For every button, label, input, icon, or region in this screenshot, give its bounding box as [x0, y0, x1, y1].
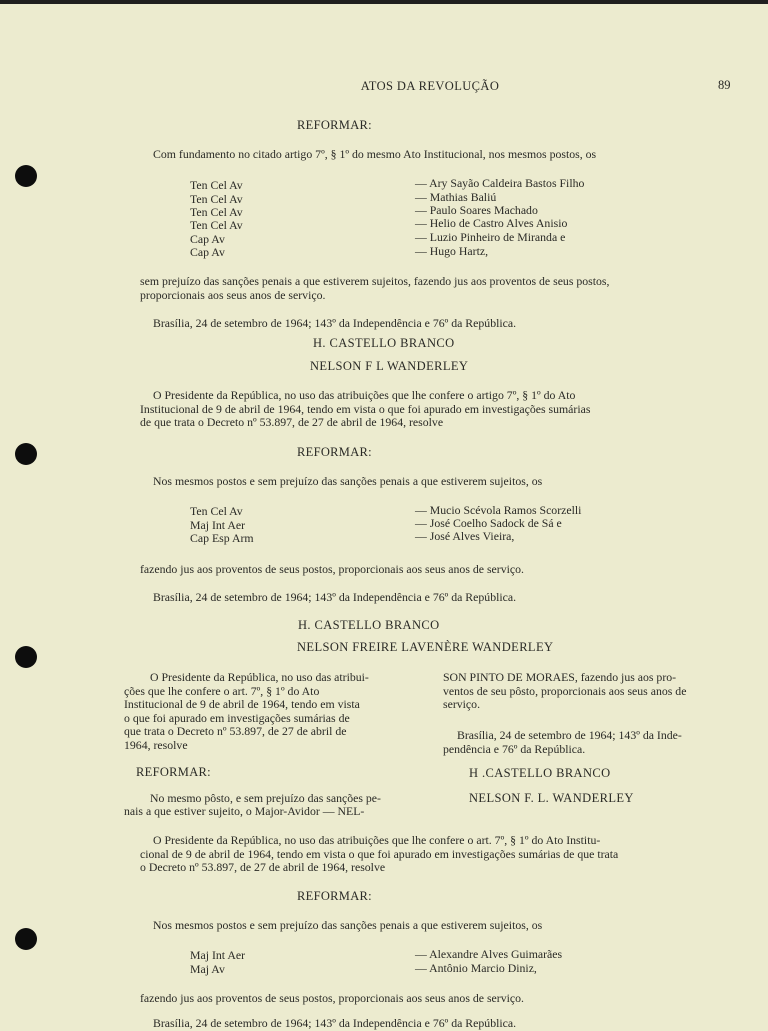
signature-president: H. CASTELLO BRANCO [313, 336, 455, 350]
officer-rank: Ten Cel Av [190, 192, 243, 206]
section-heading: REFORMAR: [136, 765, 211, 779]
date-line: Brasília, 24 de setembro de 1964; 143º da Independência e 76º da República. [153, 590, 517, 604]
closing-text: proporcionais aos seus anos de serviço. [140, 288, 326, 302]
officer-rank: Cap Av [190, 245, 225, 259]
closing-text: sem prejuízo das sanções penais a que estiverem sujeitos, fazendo jus aos proventos de seus postos, [140, 274, 610, 288]
signature-minister: NELSON F L WANDERLEY [310, 359, 469, 373]
officer-name: — José Coelho Sadock de Sá e [415, 516, 562, 530]
signature-minister: NELSON FREIRE LAVENÈRE WANDERLEY [297, 640, 554, 654]
officer-name: — Mathias Baliú [415, 190, 497, 204]
officer-name: — Luzio Pinheiro de Miranda e [415, 230, 566, 244]
body-text: SON PINTO DE MORAES, fazendo jus aos pro- [443, 670, 677, 684]
preamble-text: de que trata o Decreto nº 53.897, de 27 de abril de 1964, resolve [140, 415, 444, 429]
preamble-text: o Decreto nº 53.897, de 27 de abril de 1964, resolve [140, 860, 386, 874]
signature-minister: NELSON F. L. WANDERLEY [469, 791, 634, 805]
officer-name: — Alexandre Alves Guimarães [415, 947, 563, 961]
officer-rank: Cap Av [190, 232, 225, 246]
officer-name: — Antônio Marcio Diniz, [415, 961, 537, 975]
officer-rank: Ten Cel Av [190, 178, 243, 192]
punch-hole [15, 928, 37, 950]
officer-rank: Maj Int Aer [190, 948, 246, 962]
running-title: ATOS DA REVOLUÇÃO [360, 79, 500, 93]
preamble-text: que trata o Decreto nº 53.897, de 27 de abril de [124, 724, 347, 738]
page-number: 89 [718, 78, 731, 92]
punch-hole [15, 165, 37, 187]
officer-rank: Maj Av [190, 962, 225, 976]
intro-text: Nos mesmos postos e sem prejuízo das sanções penais a que estiverem sujeitos, os [153, 474, 543, 488]
officer-name: — Helio de Castro Alves Anisio [415, 216, 568, 230]
date-line: Brasília, 24 de setembro de 1964; 143º da Independência e 76º da República. [153, 316, 517, 330]
preamble-text: O Presidente da República, no uso das atribuições que lhe confere o artigo 7º, § 1º do Ato [153, 388, 576, 402]
intro-text: Nos mesmos postos e sem prejuízo das sanções penais a que estiverem sujeitos, os [153, 918, 543, 932]
section-heading: REFORMAR: [297, 118, 372, 132]
body-text: No mesmo pôsto, e sem prejuízo das sanções pe- [150, 791, 381, 805]
preamble-text: ções que lhe confere o art. 7º, § 1º do Ato [124, 684, 320, 698]
body-text: nais a que estiver sujeito, o Major-Avidor — NEL- [124, 804, 365, 818]
preamble-text: Institucional de 9 de abril de 1964, tendo em vista [124, 697, 360, 711]
closing-text: fazendo jus aos proventos de seus postos, proporcionais aos seus anos de serviço. [140, 562, 524, 576]
date-line: Brasília, 24 de setembro de 1964; 143º da Inde- [457, 728, 682, 742]
officer-name: — Paulo Soares Machado [415, 203, 538, 217]
body-text: serviço. [443, 697, 481, 711]
date-line: Brasília, 24 de setembro de 1964; 143º da Independência e 76º da República. [153, 1016, 517, 1030]
preamble-text: Institucional de 9 de abril de 1964, tendo em vista o que foi apurado em investigações sumárias [140, 402, 591, 416]
officer-name: — Mucio Scévola Ramos Scorzelli [415, 503, 582, 517]
officer-name: — Ary Sayão Caldeira Bastos Filho [415, 176, 585, 190]
punch-hole [15, 646, 37, 668]
preamble-text: 1964, resolve [124, 738, 188, 752]
signature-president: H. CASTELLO BRANCO [298, 618, 440, 632]
preamble-text: o que foi apurado em investigações sumárias de [124, 711, 350, 725]
officer-rank: Maj Int Aer [190, 518, 246, 532]
preamble-text: O Presidente da República, no uso das atribui- [150, 670, 369, 684]
officer-rank: Ten Cel Av [190, 504, 243, 518]
section-heading: REFORMAR: [297, 889, 372, 903]
officer-name: — José Alves Vieira, [415, 529, 515, 543]
signature-president: H .CASTELLO BRANCO [469, 766, 611, 780]
date-line: pendência e 76º da República. [443, 742, 586, 756]
punch-hole [15, 443, 37, 465]
officer-rank: Cap Esp Arm [190, 531, 254, 545]
officer-name: — Hugo Hartz, [415, 244, 489, 258]
officer-rank: Ten Cel Av [190, 205, 243, 219]
preamble-text: cional de 9 de abril de 1964, tendo em vista o que foi apurado em investigações sumárias de que trata [140, 847, 619, 861]
scan-top-edge [0, 0, 768, 4]
closing-text: fazendo jus aos proventos de seus postos, proporcionais aos seus anos de serviço. [140, 991, 524, 1005]
section-heading: REFORMAR: [297, 445, 372, 459]
intro-text: Com fundamento no citado artigo 7º, § 1º do mesmo Ato Institucional, nos mesmos postos, os [153, 147, 597, 161]
body-text: ventos de seu pôsto, proporcionais aos seus anos de [443, 684, 687, 698]
officer-rank: Ten Cel Av [190, 218, 243, 232]
preamble-text: O Presidente da República, no uso das atribuições que lhe confere o art. 7º, § 1º do Ato Institu- [153, 833, 601, 847]
